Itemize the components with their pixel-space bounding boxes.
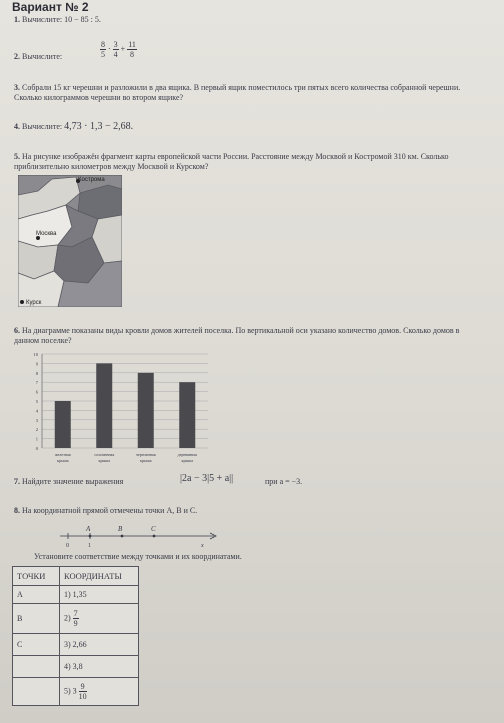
y-tick-label: 4 [35, 408, 38, 414]
cell-coordinate [60, 678, 139, 706]
x-tick-label: крыша [140, 458, 152, 463]
task-7-expression: |2a − 3|5 + a|| [180, 473, 234, 484]
russia-map-fragment [18, 175, 122, 307]
header-coordinates: КООРДИНАТЫ [60, 567, 139, 586]
cell-coordinate: 1) 1,35 [60, 586, 139, 604]
coordinate-line [60, 522, 220, 552]
bar [179, 382, 195, 448]
point-c-label: C [151, 525, 156, 533]
y-tick-label: 10 [33, 352, 38, 357]
cell-point [13, 678, 60, 706]
y-tick-label: 3 [35, 417, 38, 423]
y-tick-label: 5 [35, 399, 38, 404]
y-tick-label: 2 [35, 427, 38, 433]
task-7-condition: при a = −3. [265, 477, 303, 486]
cell-point: A [13, 586, 60, 604]
task-6 [14, 326, 484, 346]
table-row [13, 634, 139, 656]
fraction-11-8: $\frac{11}{8}$ [128, 40, 136, 59]
task-2 [14, 52, 62, 62]
task-3-text: Собрали 15 кг черешни и разложили в два ящика. В первый ящик поместилось три пятых всего количества собранной черешни. Сколько килограммов черешни во втором ящике? [14, 83, 461, 102]
task-8-text: На координатной прямой отмечены точки A, B и C. [22, 506, 198, 515]
cell-coordinate: 4) 3,8 [60, 656, 139, 678]
fraction-8-5: $\frac{8}{5}$ [101, 40, 105, 59]
table-row [13, 586, 139, 604]
fraction-7-9: $\frac{7}{9}$ [73, 609, 78, 628]
fraction-3-4: $\frac{3}{4}$ [113, 40, 118, 59]
coord-prefix: 5) 3 [64, 686, 77, 696]
task-3 [14, 83, 484, 103]
point-a-dot [89, 535, 92, 538]
point-c-dot [153, 535, 156, 538]
y-tick-label: 8 [35, 370, 38, 376]
y-tick-label: 7 [35, 380, 38, 386]
y-tick-label: 9 [35, 361, 38, 367]
x-tick-label: крыша [181, 458, 193, 463]
axis-label-x: x [201, 543, 204, 549]
task-7 [14, 477, 123, 487]
task-4-expression: 4,73 · 1,3 − 2,68. [64, 121, 134, 132]
coord-prefix: 2) [64, 613, 71, 623]
x-tick-label: соломенная [94, 452, 115, 457]
point-b-label: B [118, 525, 123, 533]
tick-label-zero: 0 [66, 543, 69, 549]
task-2-expression [100, 40, 137, 59]
city-label-kostroma: Кострома [78, 177, 105, 183]
point-a-label: A [86, 525, 91, 533]
x-tick-label: деревянная [177, 452, 197, 457]
tick-label-one: 1 [88, 543, 91, 549]
task-7-number: 7. [14, 477, 20, 486]
plus-sign: + [120, 44, 126, 54]
task-8-number: 8. [14, 506, 20, 515]
task-1 [14, 15, 101, 25]
x-tick-label: черепичная [135, 452, 156, 457]
task-8-instruction: Установите соответствие между точками и их координатами. [34, 552, 242, 561]
task-4-text: Вычислите: [22, 122, 63, 131]
table-row [13, 604, 139, 634]
task-5-number: 5. [14, 152, 20, 161]
task-4-number: 4. [14, 122, 20, 131]
table-row [13, 678, 139, 706]
task-5 [14, 152, 484, 172]
table-row [13, 656, 139, 678]
table-header-row [13, 567, 139, 586]
y-tick-label: 1 [35, 436, 38, 442]
bar [96, 363, 112, 448]
task-4 [14, 122, 133, 132]
page-title: Вариант № 2 [12, 0, 89, 14]
cell-point [13, 656, 60, 678]
roof-type-bar-chart [28, 348, 214, 470]
task-1-text: Вычислите: 10 − 85 : 5. [22, 15, 101, 24]
cell-point: C [13, 634, 60, 656]
task-6-text: На диаграмме показаны виды кровли домов жителей поселка. По вертикальной оси указано количество домов. Сколько домов в данном поселке? [14, 326, 460, 345]
x-tick-label: крыша [98, 458, 110, 463]
cell-coordinate: 3) 2,66 [60, 634, 139, 656]
kursk-dot [20, 300, 24, 304]
task-5-text: На рисунке изображён фрагмент карты европейской части России. Расстояние между Москвой и Костромой 310 км. Сколько приблизительно километров между Москвой и Курском? [14, 152, 449, 171]
x-tick-label: крыша [57, 458, 69, 463]
bar [138, 373, 154, 448]
task-6-number: 6. [14, 326, 20, 335]
cell-coordinate [60, 604, 139, 634]
fraction-9-10: $\frac{9}{10}$ [78, 682, 87, 701]
task-8 [14, 506, 197, 516]
task-2-number: 2. [14, 52, 20, 61]
task-1-number: 1. [14, 15, 20, 24]
city-label-kursk: Курск [26, 300, 42, 306]
bar [55, 401, 71, 448]
task-3-number: 3. [14, 83, 20, 92]
multiply-sign: · [108, 44, 111, 54]
task-7-text: Найдите значение выражения [22, 477, 124, 486]
y-tick-label: 6 [35, 389, 38, 395]
point-b-dot [121, 535, 124, 538]
matching-table [12, 566, 139, 706]
y-tick-label: 0 [35, 446, 38, 451]
header-points: ТОЧКИ [13, 567, 60, 586]
cell-point: B [13, 604, 60, 634]
city-label-moscow: Москва [36, 231, 57, 237]
task-2-text: Вычислите: [22, 52, 63, 61]
x-tick-label: железная [54, 452, 71, 457]
